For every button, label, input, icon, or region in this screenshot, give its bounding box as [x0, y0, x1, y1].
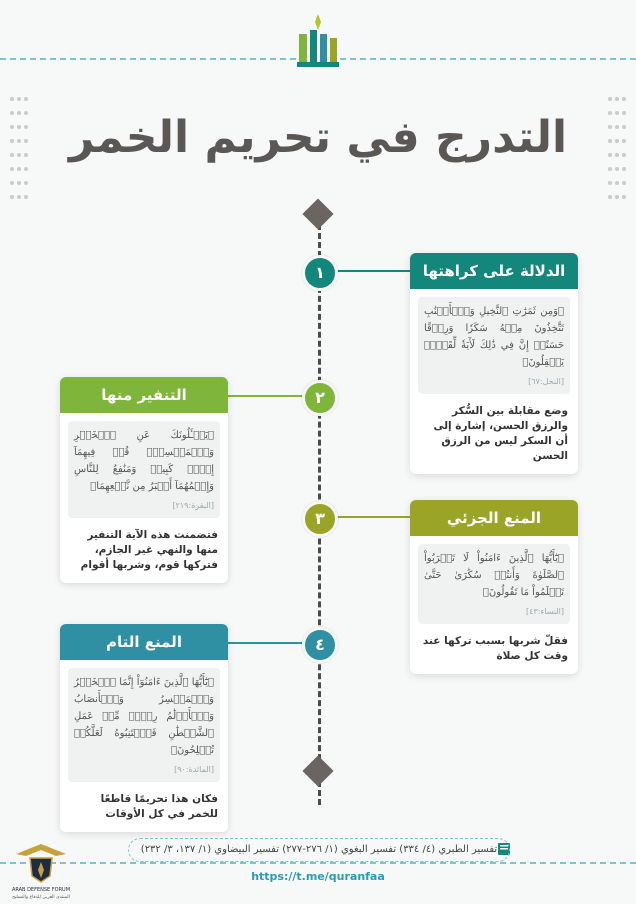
stage-card-4: [60, 624, 228, 832]
verse-box: [68, 421, 220, 518]
verse-ref: [المائدة:٩٠]: [174, 765, 214, 774]
verse-text: ﴿يَٰٓأَيُّهَا ٱلَّذِينَ ءَامَنُوٓاْ إِنَّمَا ٱلۡخَمۡرُ وَٱلۡمَيۡسِرُ وَٱلۡأَنصَابُ وَٱلۡأَزۡلَٰمُ رِجۡسٞ مِّنۡ عَمَلِ ٱلشَّيۡطَٰنِ فَٱجۡتَنِبُوهُ لَعَلَّكُمۡ تُفۡلِحُونَ﴾: [74, 677, 214, 756]
timeline-diamond-bottom: [302, 755, 333, 786]
connector-4: [226, 642, 302, 644]
stage-description: وضع مقابلة بين السُّكر والرزق الحسن، إشارة إلى أن السكر ليس من الرزق الحسن: [433, 405, 568, 462]
connector-1: [334, 270, 410, 272]
verse-box: [418, 544, 570, 624]
page-title: التدرج في تحريم الخمر: [68, 112, 568, 163]
verse-text: ﴿وَمِن ثَمَرَٰتِ ٱلنَّخِيلِ وَٱلۡأَعۡنَٰبِ تَتَّخِذُونَ مِنۡهُ سَكَرٗا وَرِزۡقًا حَسَنًاۚ إِنَّ فِي ذَٰلِكَ لَأٓيَةٗ لِّقَوۡمٖ يَعۡقِلُونَ﴾: [424, 306, 564, 368]
stage-heading: المنع التام: [60, 624, 228, 660]
timeline-node-4: ٤: [302, 627, 338, 663]
timeline-diamond-top: [302, 198, 333, 229]
emblem-line2: المنتدى العربي للدفاع والتسليح: [12, 895, 70, 900]
stage-card-1: [410, 253, 578, 474]
stage-card-2: [60, 377, 228, 583]
verse-box: [68, 668, 220, 782]
stage-heading: المنع الجزئي: [410, 500, 578, 536]
connector-2: [226, 395, 302, 397]
telegram-link[interactable]: https://t.me/quranfaa: [251, 870, 385, 883]
verse-ref: [النساء:٤٣]: [526, 607, 564, 616]
stage-description: فقلّ شربها بسبب تركها عند وقت كل صلاة: [422, 635, 568, 662]
stage-description: فكان هذا تحريمًا قاطعًا للخمر في كل الأوقات: [100, 793, 218, 820]
verse-box: [418, 297, 570, 394]
connector-3: [334, 516, 410, 518]
verse-text: ﴿يَسۡـَٔلُونَكَ عَنِ ٱلۡخَمۡرِ وَٱلۡمَيۡسِرِۖ قُلۡ فِيهِمَآ إِثۡمٞ كَبِيرٞ وَمَنَٰفِعُ لِلنَّاسِ وَإِثۡمُهُمَآ أَكۡبَرُ مِن نَّفۡعِهِمَا﴾: [74, 430, 214, 492]
timeline-node-3: ٣: [302, 501, 338, 537]
verse-ref: [النحل:٦٧]: [528, 377, 564, 386]
quranfaa-logo: [293, 12, 343, 72]
stage-heading: التنفير منها: [60, 377, 228, 413]
emblem-line1: ARAB DEFENSE FORUM: [11, 887, 71, 893]
stage-card-3: [410, 500, 578, 674]
stage-description: فتضمنت هذه الآية التنفير منها والنهي غير الجازم، فتركها قوم، وشربها أقوام: [80, 529, 218, 571]
verse-ref: [البقرة:٢١٩]: [172, 501, 214, 510]
sources-citation: تفسير الطبري (٤/ ٣٣٤) تفسير البغوي (١/ ٢٧٦-٢٧٧) تفسير البيضاوي (١/ ١٣٧، ٣/ ٢٣٢): [128, 838, 510, 862]
arab-defense-forum-emblem: [6, 840, 76, 900]
stage-heading: الدلالة على كراهتها: [410, 253, 578, 289]
timeline-node-2: ٢: [302, 380, 338, 416]
verse-text: ﴿يَٰٓأَيُّهَا ٱلَّذِينَ ءَامَنُواْ لَا تَقۡرَبُواْ ٱلصَّلَوٰةَ وَأَنتُمۡ سُكَٰرَىٰ حَتَّىٰ تَعۡلَمُواْ مَا تَقُولُونَ﴾: [424, 553, 564, 598]
bottom-dashed-line: [0, 862, 636, 864]
timeline-node-1: ١: [302, 255, 338, 291]
